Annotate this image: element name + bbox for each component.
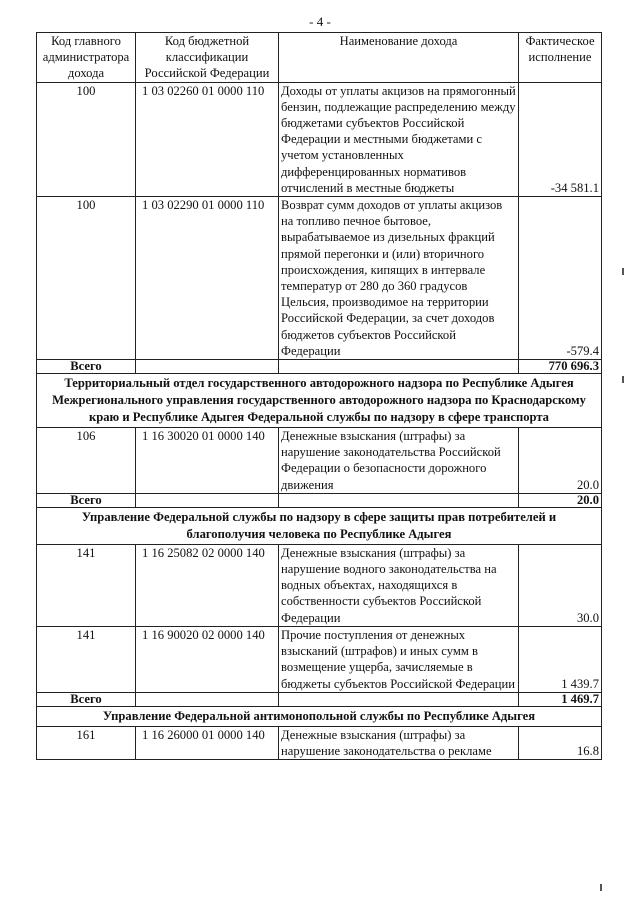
- section-title: Территориальный отдел государственного автодорожного надзора по Республике Адыгея Межрегионального управления государственного автодорожного надзора по Краснодарскому краю и Республике Адыгея Федеральной службы по надзору в сфере транспорта: [37, 374, 602, 428]
- total-amount: 1 469.7: [519, 692, 602, 706]
- total-label: Всего: [37, 493, 136, 507]
- income-name: Денежные взыскания (штрафы) за нарушение законодательства Российской Федерации о безопасности дорожного движения: [279, 428, 519, 494]
- header-kbk-code: Код бюджетной классификации Российской Федерации: [136, 33, 279, 83]
- kbk-code: 1 03 02290 01 0000 110: [136, 197, 279, 360]
- total-label: Всего: [37, 692, 136, 706]
- total-amount: 770 696.3: [519, 360, 602, 374]
- income-name: Доходы от уплаты акцизов на прямогонный бензин, подлежащие распределению между бюджетами субъектов Российской Федерации и местными бюджетами с учетом установленных дифференцированных нормативов отчислений в местные бюджеты: [279, 82, 519, 196]
- amount: -579.4: [519, 197, 602, 360]
- table-row: [37, 428, 602, 494]
- total-label: Всего: [37, 360, 136, 374]
- page-number: - 4 -: [309, 14, 331, 29]
- table-row: [37, 82, 602, 196]
- amount: 16.8: [519, 726, 602, 759]
- income-name: Возврат сумм доходов от уплаты акцизов на топливо печное бытовое, вырабатываемое из дизельных фракций прямой перегонки и (или) вторичного происхождения, кипящих в интервале температур от 280 до 360 градусов Цельсия, производимое на территории Российской Федерации, за счет доходов бюджетов субъектов Российской Федерации: [279, 197, 519, 360]
- admin-code: 100: [37, 197, 136, 360]
- revenue-table: [36, 32, 602, 760]
- kbk-code: 1 03 02260 01 0000 110: [136, 82, 279, 196]
- scan-mark: [622, 268, 624, 275]
- table-row: [37, 626, 602, 692]
- table-header-row: [37, 33, 602, 83]
- section-title: Управление Федеральной антимонопольной службы по Республике Адыгея: [37, 706, 602, 726]
- total-row: [37, 360, 602, 374]
- section-header: [37, 507, 602, 544]
- header-actual-execution: Фактическое исполнение: [519, 33, 602, 83]
- amount: -34 581.1: [519, 82, 602, 196]
- kbk-code: 1 16 30020 01 0000 140: [136, 428, 279, 494]
- income-name: Денежные взыскания (штрафы) за нарушение законодательства о рекламе: [279, 726, 519, 759]
- admin-code: 106: [37, 428, 136, 494]
- admin-code: 141: [37, 626, 136, 692]
- income-name: Денежные взыскания (штрафы) за нарушение водного законодательства на водных объектах, находящихся в собственности субъектов Российской Федерации: [279, 544, 519, 626]
- scan-mark: [622, 376, 624, 383]
- table-row: [37, 726, 602, 759]
- total-amount: 20.0: [519, 493, 602, 507]
- section-title: Управление Федеральной службы по надзору в сфере защиты прав потребителей и благополучия человека по Республике Адыгея: [37, 507, 602, 544]
- admin-code: 141: [37, 544, 136, 626]
- amount: 1 439.7: [519, 626, 602, 692]
- admin-code: 161: [37, 726, 136, 759]
- section-header: [37, 706, 602, 726]
- kbk-code: 1 16 26000 01 0000 140: [136, 726, 279, 759]
- kbk-code: 1 16 90020 02 0000 140: [136, 626, 279, 692]
- table-row: [37, 197, 602, 360]
- header-admin-code: Код главного администратора дохода: [37, 33, 136, 83]
- section-header: [37, 374, 602, 428]
- table-row: [37, 544, 602, 626]
- scan-mark: [600, 884, 602, 891]
- amount: 30.0: [519, 544, 602, 626]
- kbk-code: 1 16 25082 02 0000 140: [136, 544, 279, 626]
- amount: 20.0: [519, 428, 602, 494]
- total-row: [37, 692, 602, 706]
- admin-code: 100: [37, 82, 136, 196]
- header-income-name: Наименование дохода: [279, 33, 519, 83]
- income-name: Прочие поступления от денежных взысканий (штрафов) и иных сумм в возмещение ущерба, зачисляемые в бюджеты субъектов Российской Федерации: [279, 626, 519, 692]
- total-row: [37, 493, 602, 507]
